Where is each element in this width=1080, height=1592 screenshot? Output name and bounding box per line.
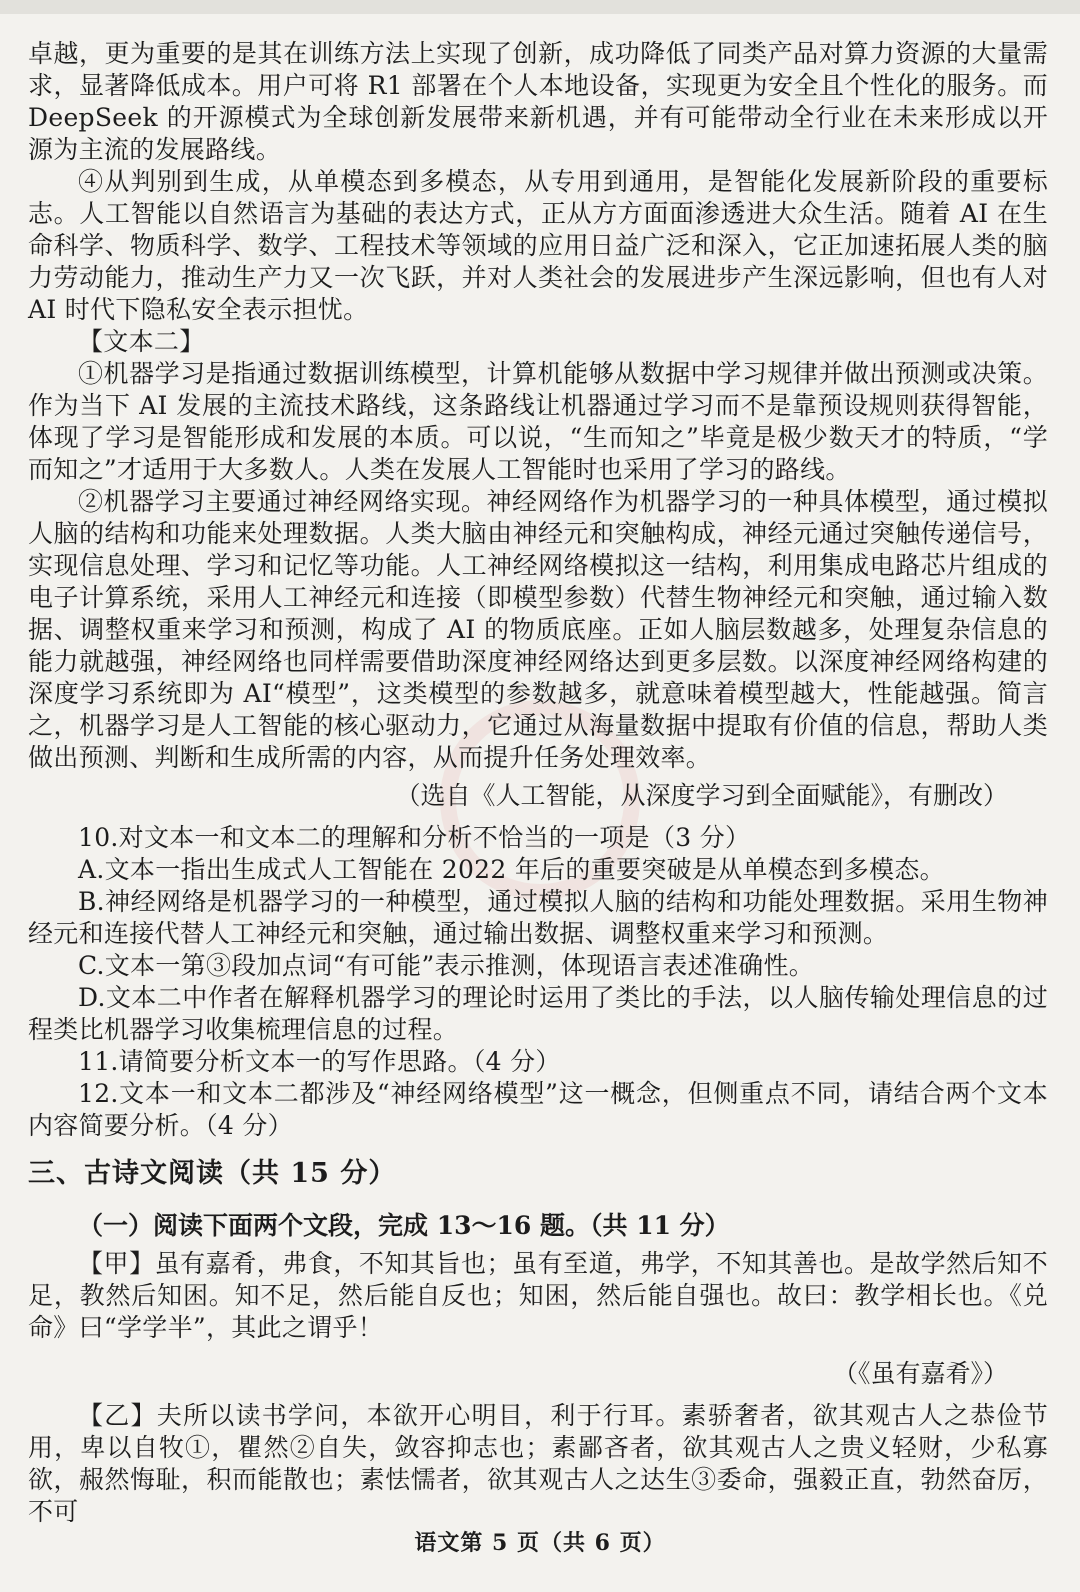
question-11: 11.请简要分析文本一的写作思路。（4 分） <box>78 1047 561 1076</box>
exam-page <box>28 38 1048 1528</box>
question-10-option-b: B.神经网络是机器学习的一种模型，通过模拟人脑的结构和功能处理数据。采用生物神经元和连接代替人工神经元和突触，通过输出数据、调整权重来学习和预测。 <box>28 887 1048 948</box>
text-two-paragraph-2: ②机器学习主要通过神经网络实现。神经网络作为机器学习的一种具体模型，通过模拟人脑的结构和功能来处理数据。人类大脑由神经元和突触构成，神经元通过突触传递信号，实现信息处理、学习和记忆等功能。人工神经网络模拟这一结构，利用集成电路芯片组成的电子计算系统，采用人工神经元和连接（即模型参数）代替生物神经元和突触，通过输入数据、调整权重来学习和预测，构成了 AI 的物质底座。正如人脑层数越多，处理复杂信息的能力就越强，神经网络也同样需要借助深度神经网络达到更多层数。以深度神经网络构建的深度学习系统即为 AI“模型”，这类模型的参数越多，就意味着模型越大，性能越强。简言之，机器学习是人工智能的核心驱动力，它通过从海量数据中提取有价值的信息，帮助人类做出预测、判断和生成所需的内容，从而提升任务处理效率。 <box>28 487 1048 772</box>
text-two-paragraph-1: ①机器学习是指通过数据训练模型，计算机能够从数据中学习规律并做出预测或决策。作为当下 AI 发展的主流技术路线，这条路线让机器通过学习而不是靠预设规则获得智能，体现了学习是智能形成和发展的本质。可以说，“生而知之”毕竟是极少数天才的特质，“学而知之”才适用于大多数人。人类在发展人工智能时也采用了学习的路线。 <box>28 359 1048 484</box>
section-3-subheading: （一）阅读下面两个文段，完成 13～16 题。（共 11 分） <box>78 1211 730 1240</box>
question-10-option-a: A.文本一指出生成式人工智能在 2022 年后的重要突破是从单模态到多模态。 <box>78 855 945 884</box>
passage-jia: 【甲】虽有嘉肴，弗食，不知其旨也；虽有至道，弗学，不知其善也。是故学然后知不足，教然后知困。知不足，然后能自反也；知困，然后能自强也。故曰：教学相长也。《兑命》曰“学学半”，其此之谓乎！ <box>28 1249 1048 1342</box>
text-one-paragraph-4: ④从判别到生成，从单模态到多模态，从专用到通用，是智能化发展新阶段的重要标志。人工智能以自然语言为基础的表达方式，正从方方面面渗透进大众生活。随着 AI 在生命科学、物质科学、数学、工程技术等领域的应用日益广泛和深入，它正加速拓展人类的脑力劳动能力，推动生产力又一次飞跃，并对人类社会的发展进步产生深远影响，但也有人对 AI 时代下隐私安全表示担忧。 <box>28 167 1048 324</box>
passage-jia-source: （《虽有嘉肴》） <box>832 1359 1008 1388</box>
question-10-option-d: D.文本二中作者在解释机器学习的理论时运用了类比的手法，以人脑传输处理信息的过程类比机器学习收集梳理信息的过程。 <box>28 983 1048 1044</box>
text-two-source: （选自《人工智能，从深度学习到全面赋能》，有删改） <box>395 781 1008 810</box>
section-3-heading: 三、古诗文阅读（共 15 分） <box>28 1158 397 1189</box>
page-footer: 语文第 5 页（共 6 页） <box>414 1530 666 1556</box>
question-10: 10.对文本一和文本二的理解和分析不恰当的一项是（3 分） <box>78 823 751 852</box>
top-edge <box>0 0 1080 14</box>
text-one-paragraph-3-tail: 卓越，更为重要的是其在训练方法上实现了创新，成功降低了同类产品对算力资源的大量需求，显著降低成本。用户可将 R1 部署在个人本地设备，实现更为安全且个性化的服务。而 DeepSeek 的开源模式为全球创新发展带来新机遇，并有可能带动全行业在未来形成以开源为主流的发展路线。 <box>28 39 1048 164</box>
question-10-option-c: C.文本一第③段加点词“有可能”表示推测，体现语言表述准确性。 <box>78 951 815 980</box>
passage-yi: 【乙】夫所以读书学问，本欲开心明目，利于行耳。素骄奢者，欲其观古人之恭俭节用，卑以自牧①，瞿然②自失，敛容抑志也；素鄙吝者，欲其观古人之贵义轻财，少私寡欲，赧然悔耻，积而能散也；素怯懦者，欲其观古人之达生③委命，强毅正直，勃然奋厉，不可 <box>28 1401 1048 1526</box>
question-12: 12.文本一和文本二都涉及“神经网络模型”这一概念，但侧重点不同，请结合两个文本内容简要分析。（4 分） <box>28 1079 1048 1140</box>
text-two-label: 【文本二】 <box>78 327 205 356</box>
